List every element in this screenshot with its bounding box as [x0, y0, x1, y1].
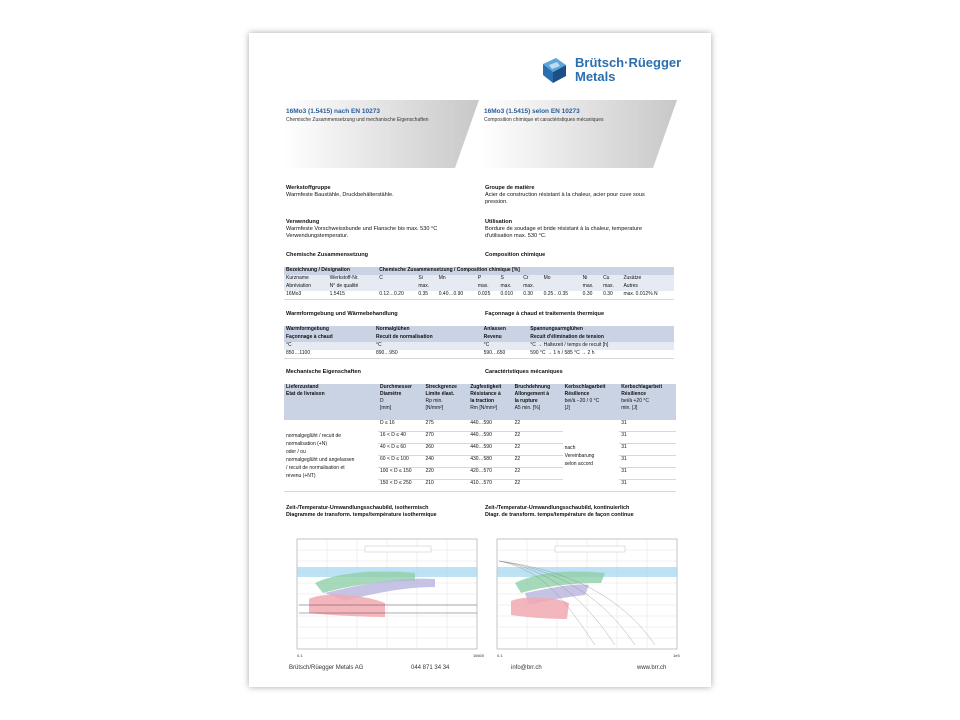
cell: 275 — [423, 420, 468, 432]
cell — [542, 283, 581, 291]
cell: max. — [521, 283, 541, 291]
cell: 410…570 — [468, 480, 512, 492]
werkstoffgruppe-heading: Werkstoffgruppe — [286, 185, 331, 191]
utilisation-text-2: d'utilisation max. 530 °C. — [485, 233, 547, 240]
mech-h-tensile: Zugfestigkeit Résistance à la traction Rm [N/mm²] — [468, 384, 512, 420]
cell: 0.025 — [476, 291, 499, 300]
chem-header-designation: Bezeichnung / Désignation — [284, 267, 377, 275]
cell: S — [499, 275, 522, 283]
cell: max. — [601, 283, 621, 291]
warm-heading-de: Warmformgebung und Wärmebehandlung — [286, 311, 398, 317]
svg-text:0.1: 0.1 — [297, 653, 303, 658]
cell: Anlassen — [482, 326, 529, 334]
svg-text:0.1: 0.1 — [497, 653, 503, 658]
cell: Warmformgebung — [284, 326, 374, 334]
cell: Recuit d'élimination de tension — [528, 334, 674, 342]
chem-heading-de: Chemische Zusammensetzung — [286, 252, 369, 258]
mech-agreement-cell: nach Vereinbarung selon accord — [563, 420, 620, 492]
table-row — [284, 420, 676, 432]
cell: °C — [482, 342, 529, 350]
cell: N° de qualité — [328, 283, 378, 291]
cell: Autres — [621, 283, 674, 291]
cell: 590…650 — [482, 350, 529, 359]
verwendung-text-1: Warmfeste Vorschweissbunde und Flansche bis max. 530 °C — [286, 226, 438, 233]
cell: 440…590 — [468, 420, 512, 432]
cell: 22 — [513, 468, 563, 480]
cell: Si — [416, 275, 436, 283]
cell: 31 — [619, 456, 676, 468]
cell: 100 < D ≤ 150 — [378, 468, 423, 480]
footer-web[interactable]: www.brr.ch — [637, 665, 667, 671]
cell: °C → Haltezeit / temps de recuit [h] — [528, 342, 674, 350]
cell: °C — [284, 342, 374, 350]
cell: 0.25…0.35 — [542, 291, 581, 300]
ttt-left-title: Zeit-/Temperatur-Umwandlungsschaubild, isothermisch Diagramme de transform. temps/température isothermique — [286, 505, 437, 518]
chem-table — [284, 267, 674, 300]
cell: 40 < D ≤ 60 — [378, 444, 423, 456]
cell: Mn — [437, 275, 476, 283]
cell: 31 — [619, 432, 676, 444]
table-row — [284, 283, 674, 291]
cell: Ni — [581, 275, 601, 283]
warm-heading-fr: Façonnage à chaud et traitements thermique — [485, 311, 605, 317]
table-row — [284, 291, 674, 300]
cube-logo-icon — [539, 55, 569, 85]
mech-h-yield: Streckgrenze Limite élast. Rp min. [N/mm²] — [423, 384, 468, 420]
ttt-continuous-diagram — [485, 521, 681, 666]
footer-company: Brütsch/Rüegger Metals AG — [289, 665, 364, 671]
cell: 0.35 — [416, 291, 436, 300]
cell: 420…570 — [468, 468, 512, 480]
cell: Normalglühen — [374, 326, 482, 334]
cell: 0.30 — [601, 291, 621, 300]
mech-h-impact-low: Kerbschlagarbeit Résilience bei/à −20 / 0 °C [J] — [563, 384, 620, 420]
utilisation-text-1: Bordure de soudage et bride résistant à la chaleur, temperature — [485, 226, 643, 233]
svg-text:1e5: 1e5 — [673, 653, 680, 658]
mech-h-impact-high: Kerbschlagarbeit Résilience bei/à +20 °C min. [J] — [619, 384, 676, 420]
cell: 1.5415 — [328, 291, 378, 300]
section-groupe — [485, 185, 685, 207]
table-row — [284, 350, 674, 359]
table-row — [284, 275, 674, 283]
logo-line2: Metals — [575, 69, 616, 84]
footer-phone[interactable]: 044 871 34 34 — [411, 665, 450, 671]
company-logo[interactable] — [539, 55, 681, 85]
cell: 16 < D ≤ 40 — [378, 432, 423, 444]
mech-state-cell: normalgeglüht / recuit de normalisation (+N) oder / ou normalgeglüht und angelassen / recuit de normalisation et revenu (+NT) — [284, 420, 378, 492]
cell: 22 — [513, 420, 563, 432]
mech-heading-fr: Caractéristiques mécaniques — [485, 369, 563, 375]
cell: 440…590 — [468, 444, 512, 456]
cell: Abréviation — [284, 283, 328, 291]
cell: max. — [416, 283, 436, 291]
cell: 22 — [513, 456, 563, 468]
cell — [377, 283, 416, 291]
banner-left-title: 16Mo3 (1.5415) nach EN 10273 — [286, 108, 380, 115]
mech-h-diameter: Durchmesser Diamètre D [mm] — [378, 384, 423, 420]
mech-table — [284, 384, 676, 492]
section-utilisation — [485, 219, 685, 241]
cell: 220 — [423, 468, 468, 480]
cell: C — [377, 275, 416, 283]
cell: max. — [476, 283, 499, 291]
cell: 0.12…0.20 — [377, 291, 416, 300]
groupe-text-2: pression. — [485, 199, 508, 206]
cell: Zusätze — [621, 275, 674, 283]
cell: Kurzname — [284, 275, 328, 283]
mech-h-elongation: Bruchdehnung Allongement à la rupture A5 min. [%] — [513, 384, 563, 420]
warm-table — [284, 326, 674, 359]
svg-text:16600: 16600 — [473, 653, 485, 658]
banner-right — [481, 100, 677, 168]
cell: 22 — [513, 432, 563, 444]
verwendung-text-2: Verwendungstemperatur. — [286, 233, 349, 240]
cell: D ≤ 16 — [378, 420, 423, 432]
cell: Recuit de normalisation — [374, 334, 482, 342]
cell: 16Mo3 — [284, 291, 328, 300]
cell: 270 — [423, 432, 468, 444]
cell: max. 0.012% N — [621, 291, 674, 300]
datasheet-page — [249, 33, 711, 687]
cell — [437, 283, 476, 291]
cell: 890…950 — [374, 350, 482, 359]
cell: 850…1100 — [284, 350, 374, 359]
cell: 0.30 — [581, 291, 601, 300]
cell: Werkstoff-Nr. — [328, 275, 378, 283]
cell: 430…580 — [468, 456, 512, 468]
verwendung-heading: Verwendung — [286, 219, 320, 225]
werkstoffgruppe-text: Warmfeste Baustähle, Druckbehälterstähle. — [286, 192, 394, 199]
utilisation-heading: Utilisation — [485, 219, 513, 225]
cell: 0.30 — [521, 291, 541, 300]
cell: max. — [499, 283, 522, 291]
cell: 440…590 — [468, 432, 512, 444]
footer-email[interactable]: info@brr.ch — [511, 665, 542, 671]
cell: Spannungsarmglühen — [528, 326, 674, 334]
banner-left — [283, 100, 479, 168]
cell: Cu — [601, 275, 621, 283]
cell: 260 — [423, 444, 468, 456]
cell: °C — [374, 342, 482, 350]
cell: 31 — [619, 480, 676, 492]
groupe-text-1: Acier de construction résistant à la chaleur, acier pour cuve sous — [485, 192, 645, 199]
cell: 31 — [619, 468, 676, 480]
ttt-isothermal-svg — [285, 521, 485, 661]
cell: 0.010 — [499, 291, 522, 300]
cell: 22 — [513, 480, 563, 492]
cell: 60 < D ≤ 100 — [378, 456, 423, 468]
ttt-right-title: Zeit-/Temperatur-Umwandlungsschaubild, kontinuierlich Diagr. de transform. temps/température de façon continue — [485, 505, 634, 518]
cell: Mo — [542, 275, 581, 283]
banner-left-subtitle: Chemische Zusammensetzung und mechanische Eigenschaften — [286, 117, 429, 123]
cell: 210 — [423, 480, 468, 492]
cell: Façonnage à chaud — [284, 334, 374, 342]
ttt-continuous-svg — [485, 521, 681, 661]
section-verwendung — [286, 219, 476, 241]
cell: 31 — [619, 420, 676, 432]
mech-heading-de: Mechanische Eigenschaften — [286, 369, 361, 375]
chem-header-composition: Chemische Zusammensetzung / Composition chimique [%] — [377, 267, 674, 275]
cell: Cr — [521, 275, 541, 283]
cell: Revenu — [482, 334, 529, 342]
cell: P — [476, 275, 499, 283]
cell: 150 < D ≤ 250 — [378, 480, 423, 492]
ttt-isothermal-diagram — [285, 521, 485, 666]
banner-right-title: 16Mo3 (1.5415) selon EN 10273 — [484, 108, 580, 115]
mech-h-state: Lieferzustand Etat de livraison — [284, 384, 378, 420]
cell: 22 — [513, 444, 563, 456]
cell: 31 — [619, 444, 676, 456]
cell: 240 — [423, 456, 468, 468]
cell: max. — [581, 283, 601, 291]
section-werkstoffgruppe — [286, 185, 476, 199]
logo-line1: Brütsch·Rüegger — [575, 55, 682, 70]
table-row — [284, 342, 674, 350]
cell: 0.40…0.90 — [437, 291, 476, 300]
chem-heading-fr: Composition chimique — [485, 252, 546, 258]
banner-right-subtitle: Composition chimique et caractéristiques mécaniques — [484, 117, 604, 123]
cell: 590 °C → 1 h / 585 °C → 2 h — [528, 350, 674, 359]
groupe-heading: Groupe de matière — [485, 185, 535, 191]
